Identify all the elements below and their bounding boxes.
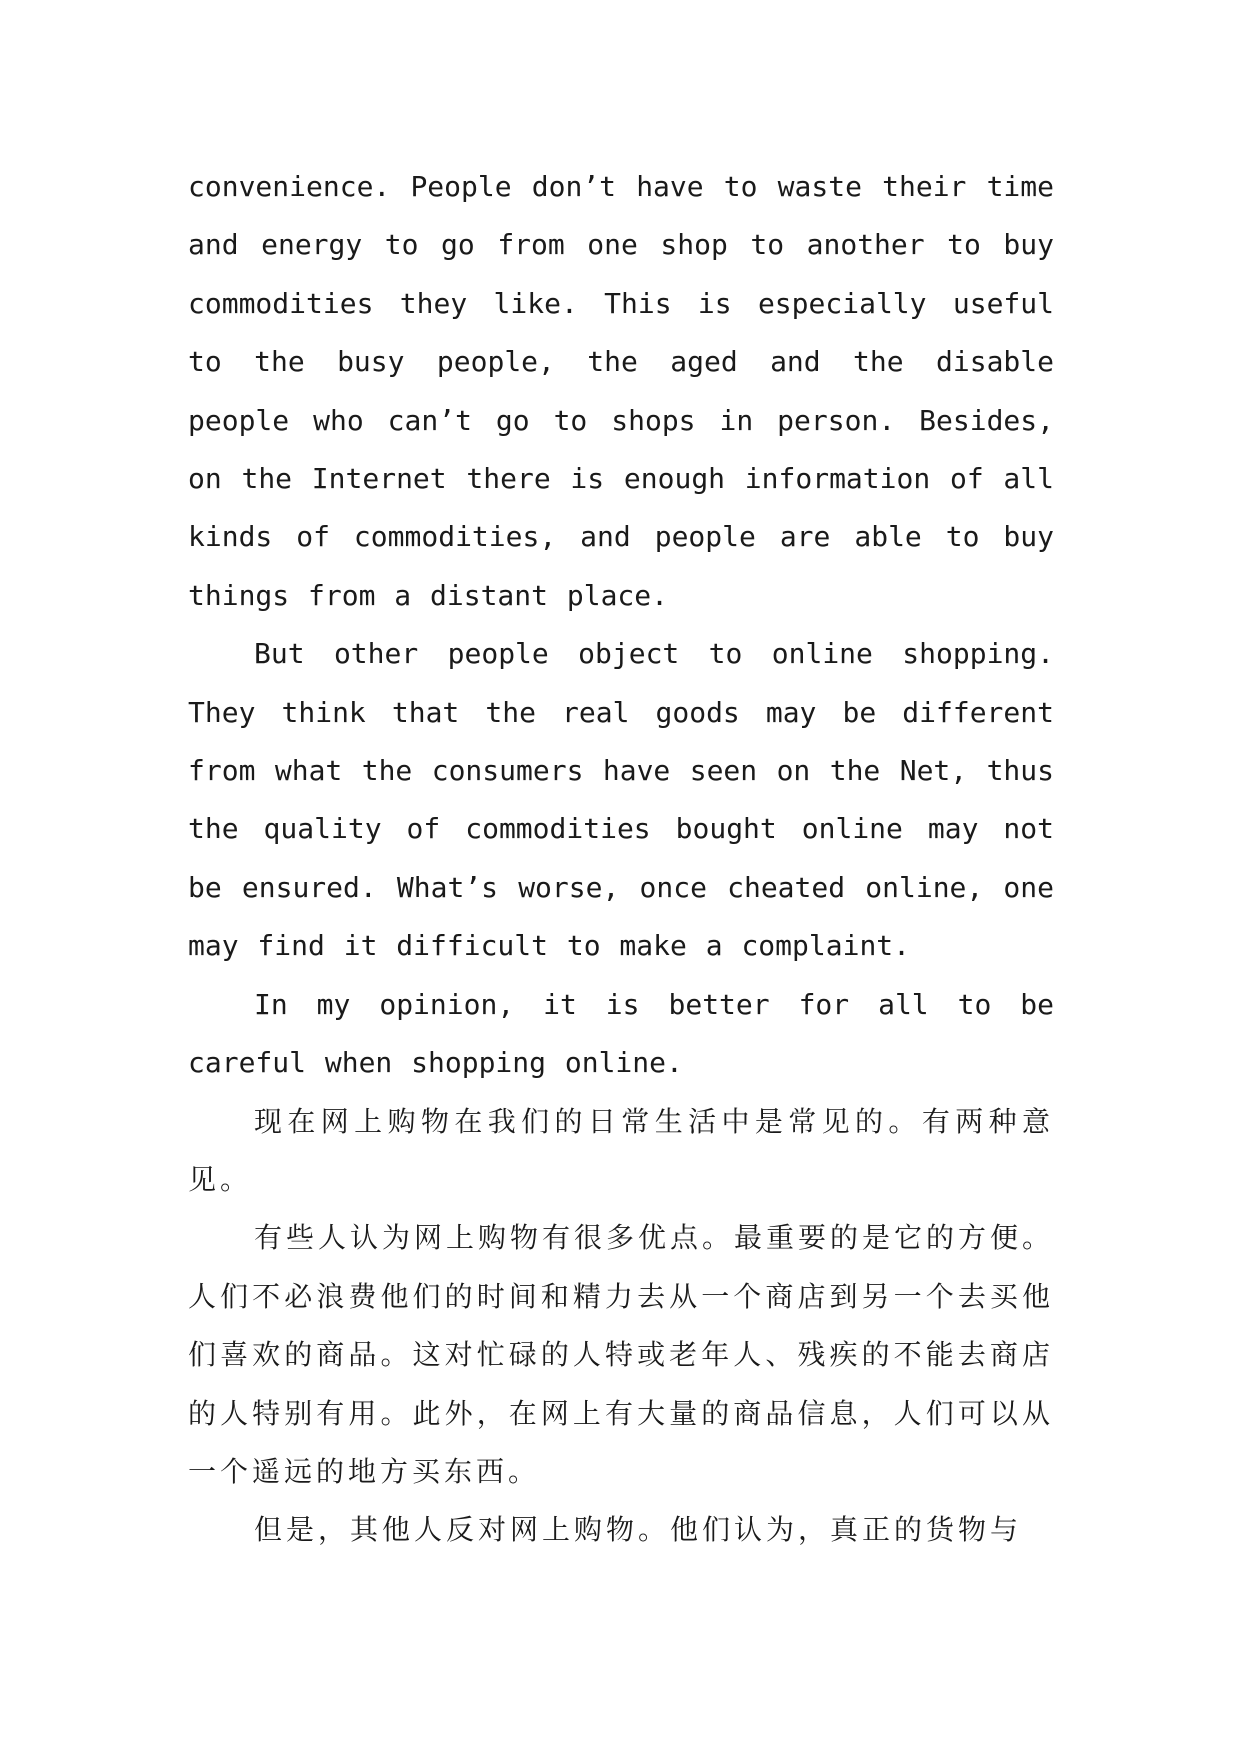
paragraph-zh-advantages: 有些人认为网上购物有很多优点。最重要的是它的方便。人们不必浪费他们的时间和精力去从一个商店到另一个去买他们喜欢的商品。这对忙碌的人特或老年人、残疾的不能去商店的人特别有用。此外，在网上有大量的商品信息，人们可以从一个遥远的地方买东西。 [188, 1221, 1055, 1488]
paragraph-zh-intro: 现在网上购物在我们的日常生活中是常见的。有两种意见。 [188, 1104, 1054, 1196]
paragraph-zh-objection: 但是，其他人反对网上购物。他们认为，真正的货物与 [254, 1513, 1023, 1547]
document-body [188, 158, 1054, 1560]
paragraph-en-opinion: In my opinion, it is better for all to be careful when shopping online. [188, 987, 1054, 1080]
paragraph-en-objection: But other people object to online shopping. They think that the real goods may be different from what the consumers have seen on the Net, thus the quality of commodities bought online may not be ensured. What’s worse, once cheated online, one may find it difficult to make a complaint. [188, 637, 1054, 963]
paragraph-en-continuation: convenience. People don’t have to waste their time and energy to go from one shop to another to buy commodities they like. This is especially useful to the busy people, the aged and the disable people who can’t go to shops in person. Besides, on the Internet there is enough information of all kinds of commodities, and people are able to buy things from a distant place. [188, 170, 1054, 612]
